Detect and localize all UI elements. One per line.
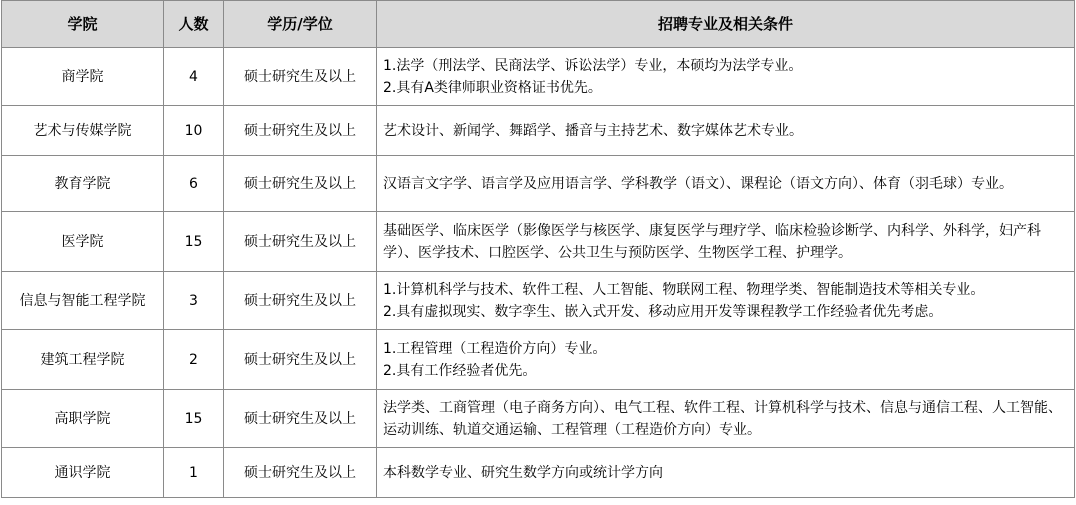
condition-line: 本科数学专业、研究生数学方向或统计学方向 xyxy=(383,464,663,481)
count-cell: 10 xyxy=(164,106,224,156)
table-row xyxy=(2,48,1075,106)
degree-cell: 硕士研究生及以上 xyxy=(224,448,377,498)
count-cell: 6 xyxy=(164,156,224,212)
header-conditions: 招聘专业及相关条件 xyxy=(377,1,1075,48)
conditions-cell xyxy=(377,48,1075,106)
count-cell: 1 xyxy=(164,448,224,498)
college-cell: 商学院 xyxy=(2,48,164,106)
header-degree: 学历/学位 xyxy=(224,1,377,48)
recruitment-table xyxy=(1,0,1075,498)
conditions-cell xyxy=(377,156,1075,212)
condition-line: 汉语言文字学、语言学及应用语言学、学科教学（语文）、课程论（语文方向）、体育（羽毛球）专业。 xyxy=(383,175,1013,192)
condition-line: 基础医学、临床医学（影像医学与核医学、康复医学与理疗学、临床检验诊断学、内科学、外科学，妇产科学）、医学技术、口腔医学、公共卫生与预防医学、生物医学工程、护理学。 xyxy=(383,222,1041,261)
conditions-cell xyxy=(377,106,1075,156)
college-cell: 医学院 xyxy=(2,212,164,272)
table-row xyxy=(2,448,1075,498)
count-cell: 4 xyxy=(164,48,224,106)
condition-line: 1.计算机科学与技术、软件工程、人工智能、物联网工程、物理学类、智能制造技术等相关专业。 xyxy=(383,281,985,298)
count-cell: 3 xyxy=(164,272,224,330)
condition-line: 2.具有虚拟现实、数字孪生、嵌入式开发、移动应用开发等课程教学工作经验者优先考虑。 xyxy=(383,303,943,320)
count-cell: 2 xyxy=(164,330,224,390)
count-cell: 15 xyxy=(164,212,224,272)
degree-cell: 硕士研究生及以上 xyxy=(224,272,377,330)
count-cell: 15 xyxy=(164,390,224,448)
table-row xyxy=(2,106,1075,156)
conditions-cell xyxy=(377,212,1075,272)
conditions-cell xyxy=(377,390,1075,448)
degree-cell: 硕士研究生及以上 xyxy=(224,48,377,106)
header-count: 人数 xyxy=(164,1,224,48)
table-row xyxy=(2,272,1075,330)
college-cell: 建筑工程学院 xyxy=(2,330,164,390)
degree-cell: 硕士研究生及以上 xyxy=(224,212,377,272)
college-cell: 教育学院 xyxy=(2,156,164,212)
degree-cell: 硕士研究生及以上 xyxy=(224,106,377,156)
conditions-cell xyxy=(377,272,1075,330)
table-row xyxy=(2,212,1075,272)
header-row xyxy=(2,1,1075,48)
degree-cell: 硕士研究生及以上 xyxy=(224,330,377,390)
conditions-cell xyxy=(377,330,1075,390)
college-cell: 通识学院 xyxy=(2,448,164,498)
college-cell: 艺术与传媒学院 xyxy=(2,106,164,156)
condition-line: 1.法学（刑法学、民商法学、诉讼法学）专业，本硕均为法学专业。 xyxy=(383,57,803,74)
college-cell: 高职学院 xyxy=(2,390,164,448)
condition-line: 法学类、工商管理（电子商务方向）、电气工程、软件工程、计算机科学与技术、信息与通信工程、人工智能、运动训练、轨道交通运输、工程管理（工程造价方向）专业。 xyxy=(383,399,1062,438)
degree-cell: 硕士研究生及以上 xyxy=(224,390,377,448)
condition-line: 2.具有工作经验者优先。 xyxy=(383,362,537,379)
college-cell: 信息与智能工程学院 xyxy=(2,272,164,330)
condition-line: 1.工程管理（工程造价方向）专业。 xyxy=(383,340,607,357)
conditions-cell xyxy=(377,448,1075,498)
degree-cell: 硕士研究生及以上 xyxy=(224,156,377,212)
header-college: 学院 xyxy=(2,1,164,48)
table-row xyxy=(2,156,1075,212)
condition-line: 艺术设计、新闻学、舞蹈学、播音与主持艺术、数字媒体艺术专业。 xyxy=(383,122,803,139)
table-row xyxy=(2,330,1075,390)
condition-line: 2.具有A类律师职业资格证书优先。 xyxy=(383,79,602,96)
table-row xyxy=(2,390,1075,448)
